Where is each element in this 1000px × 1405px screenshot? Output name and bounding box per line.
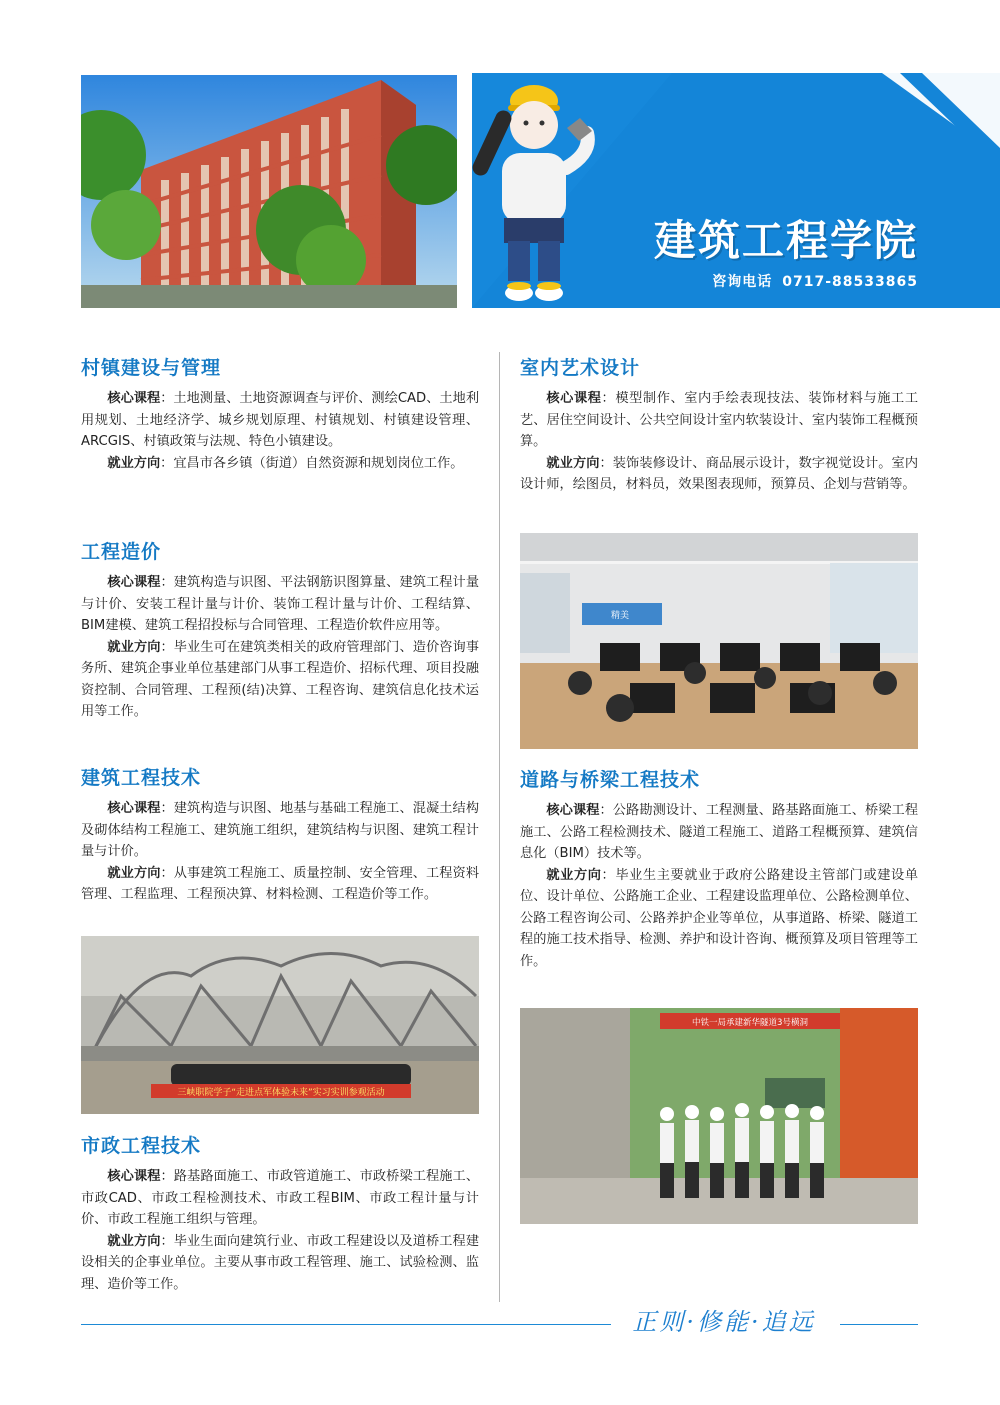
career-label: 就业方向 [107, 639, 161, 655]
core-label: 核心课程 [546, 391, 602, 406]
tunnel-site-photo [520, 1008, 918, 1224]
core-label: 核心课程 [107, 575, 161, 590]
section-building-tech [81, 766, 479, 906]
core-courses [81, 798, 479, 863]
section-municipal-engineering [81, 1134, 479, 1295]
consult-phone [702, 271, 918, 291]
core-label: 核心课程 [107, 1169, 161, 1184]
college-title: 建筑工程学院 [653, 216, 918, 265]
career-direction [81, 453, 479, 475]
section-village-construction [81, 356, 479, 474]
career-text: ：宜昌市各乡镇（街道）自然资源和规划岗位工作。 [160, 455, 464, 471]
college-banner [472, 73, 1000, 308]
core-text: ：土地测量、土地资源调查与评价、测绘CAD、土地利用规划、土地经济学、城乡规划原理、村镇规划、村镇建设管理、ARCGIS、村镇政策与法规、特色小镇建设。 [81, 391, 480, 449]
career-text: ：装饰装修设计、商品展示设计，数字视觉设计。室内设计师，绘图员，材料员，效果图表现师，预算员、企划与营销等。 [520, 455, 919, 492]
stadium-field-trip-photo [81, 936, 479, 1114]
core-text: ：建筑构造与识图、平法钢筋识图算量、建筑工程计量与计价、安装工程计量与计价、装饰工程计量与计价、工程结算、BIM建模、建筑工程招投标与合同管理、工程造价软件应用等。 [81, 575, 480, 633]
core-label: 核心课程 [107, 391, 161, 406]
section-title: 建筑工程技术 [81, 767, 202, 789]
section-title: 市政工程技术 [81, 1135, 202, 1157]
career-text: ：毕业生可在建筑类相关的政府管理部门、造价咨询事务所、建筑企事业单位基建部门从事工程造价、招标代理、项目投融资控制、合同管理、工程预(结)决算、工程咨询、建筑信息化技术运用等工作。 [81, 639, 480, 719]
core-text: ：公路勘测设计、工程测量、路基路面施工、桥梁工程施工、公路工程检测技术、隧道工程施工、道路工程概预算、建筑信息化（BIM）技术等。 [520, 803, 919, 861]
career-direction [520, 453, 918, 496]
section-title: 工程造价 [81, 541, 162, 563]
career-label: 就业方向 [546, 867, 602, 883]
career-text: ：毕业生主要就业于政府公路建设主管部门或建设单位、设计单位、公路施工企业、工程建设监理单位、公路检测单位、公路工程咨询公司、公路养护企业等单位，从事道路、桥梁、隧道工程的施工技术指导、检测、养护和设计咨询、概预算及项目管理等工作。 [520, 867, 919, 969]
phone-label: 咨询电话 [712, 274, 773, 290]
career-text: ：从事建筑工程施工、质量控制、安全管理、工程资料管理、工程监理、工程预决算、材料检测、工程造价等工作。 [81, 865, 480, 902]
section-title: 村镇建设与管理 [81, 357, 222, 379]
building-illustration [81, 75, 457, 308]
core-text: ：路基路面施工、市政管道施工、市政桥梁工程施工、市政CAD、市政工程检测技术、市政工程BIM、市政工程计量与计价、市政工程施工组织与管理。 [81, 1169, 480, 1227]
core-text: ：模型制作、室内手绘表现技法、装饰材料与施工工艺、居住空间设计、公共空间设计室内软装设计、室内装饰工程概预算。 [520, 391, 919, 449]
career-direction [81, 1231, 479, 1296]
core-label: 核心课程 [107, 801, 161, 816]
core-courses [81, 388, 479, 453]
career-direction [520, 865, 918, 973]
section-cost-engineering [81, 540, 479, 723]
tunnel-illustration [520, 1008, 918, 1224]
core-courses [81, 1166, 479, 1231]
phone-number: 0717-88533865 [782, 274, 918, 290]
career-label: 就业方向 [107, 865, 161, 881]
career-text: ：毕业生面向建筑行业、市政工程建设以及道桥工程建设相关的企事业单位。主要从事市政工程管理、施工、试验检测、监理、造价等工作。 [81, 1233, 480, 1292]
core-courses [520, 800, 918, 865]
section-road-bridge [520, 768, 918, 972]
core-courses [520, 388, 918, 453]
footer-line-left [81, 1324, 611, 1325]
campus-building-photo [81, 75, 457, 308]
career-label: 就业方向 [107, 455, 161, 471]
career-label: 就业方向 [107, 1233, 161, 1249]
computer-classroom-photo [520, 533, 918, 749]
core-courses [81, 572, 479, 637]
section-title: 道路与桥梁工程技术 [520, 769, 701, 791]
core-text: ：建筑构造与识图、地基与基础工程施工、混凝土结构及砌体结构工程施工、建筑施工组织，建筑结构与识图、建筑工程计量与计价。 [81, 801, 480, 859]
stadium-illustration [81, 936, 479, 1114]
career-direction [81, 863, 479, 906]
footer-line-right [840, 1324, 918, 1325]
section-title: 室内艺术设计 [520, 357, 641, 379]
school-motto: 正则·修能·追远 [632, 1308, 816, 1336]
site-banner-text: 中铁一局承建新华隧道3号横洞 [692, 1018, 808, 1028]
career-direction [81, 637, 479, 723]
section-interior-design [520, 356, 918, 496]
career-label: 就业方向 [546, 455, 600, 471]
stadium-banner-text: 三峡职院学子“走进点军体验未来”实习实训参观活动 [177, 1088, 385, 1098]
classroom-sign-text: 精美 [610, 611, 630, 621]
core-label: 核心课程 [546, 803, 600, 818]
column-divider [499, 352, 500, 1302]
classroom-illustration [520, 533, 918, 749]
mascot-icon [472, 73, 622, 308]
